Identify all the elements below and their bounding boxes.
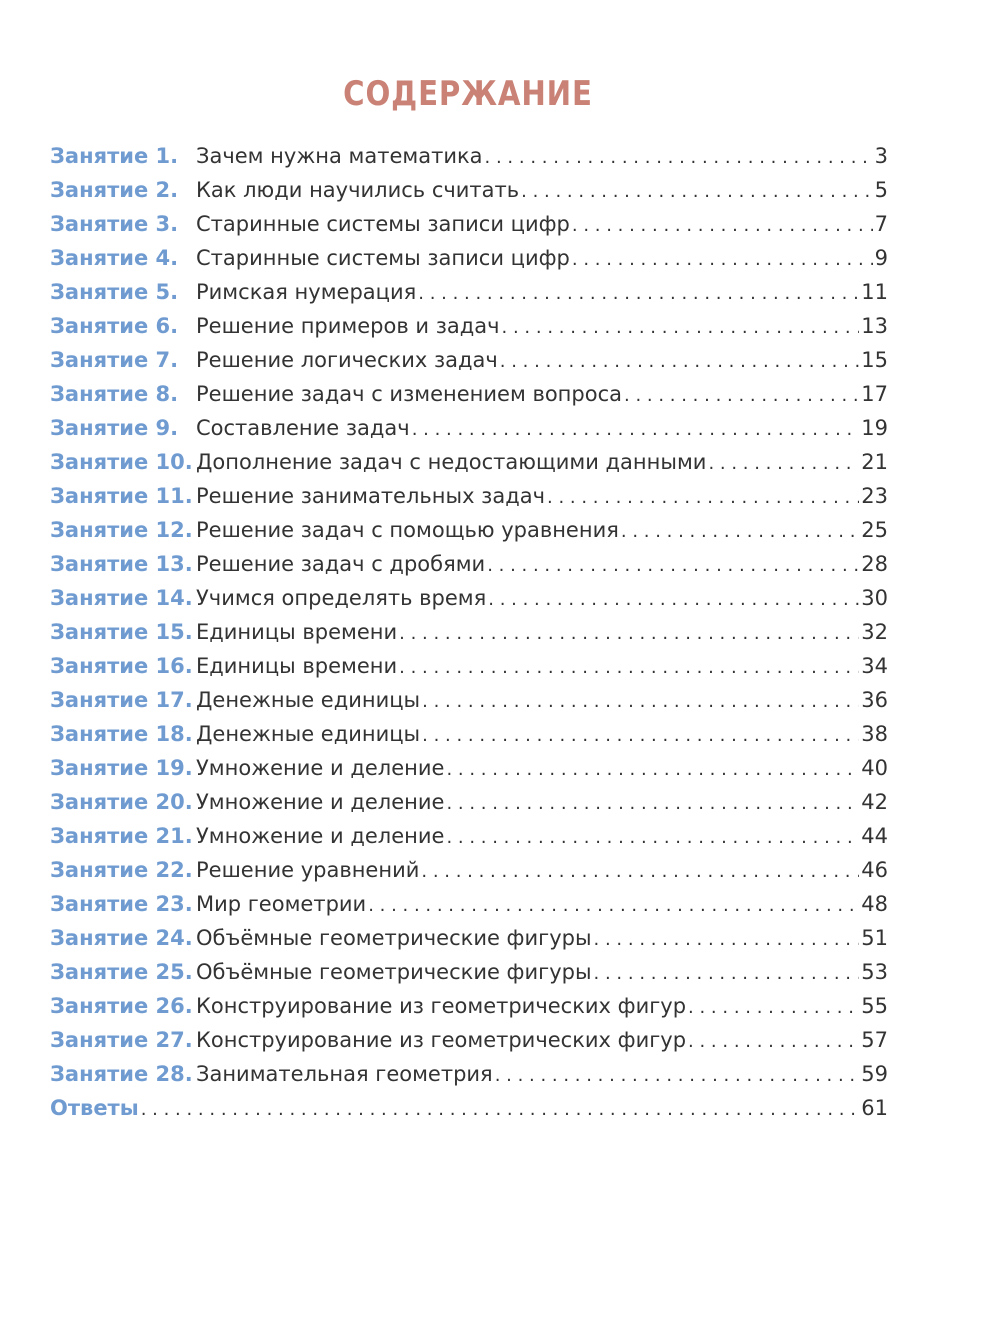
lesson-number: Занятие 27. (50, 1028, 193, 1052)
dot-leader (412, 413, 860, 447)
lesson-number: Занятие 11. (50, 484, 193, 508)
lesson-title: Решение задач с дробями (196, 552, 486, 576)
dot-leader (488, 583, 859, 617)
dot-leader (594, 923, 860, 957)
dot-leader (421, 855, 859, 889)
dot-leader (688, 991, 859, 1025)
page-number: 55 (861, 994, 888, 1018)
lesson-title: Решение задач с помощью уравнения (196, 518, 619, 542)
toc-entry[interactable] (50, 751, 888, 785)
lesson-number: Занятие 5. (50, 280, 179, 304)
page-number: 23 (861, 484, 888, 508)
dot-leader (399, 651, 859, 685)
dot-leader (418, 277, 859, 311)
page-number: 30 (861, 586, 888, 610)
dot-leader (500, 345, 859, 379)
lesson-title: Конструирование из геометрических фигур (196, 1028, 687, 1052)
lesson-number: Занятие 12. (50, 518, 193, 542)
page-number: 11 (861, 280, 888, 304)
page-number: 40 (861, 756, 888, 780)
lesson-title: Умножение и деление (196, 790, 445, 814)
toc-entry[interactable] (50, 1023, 888, 1057)
page-number: 53 (861, 960, 888, 984)
lesson-title: Умножение и деление (196, 824, 445, 848)
page-number: 9 (874, 246, 888, 270)
lesson-title: Объёмные геометрические фигуры (196, 926, 592, 950)
page-number: 57 (861, 1028, 888, 1052)
toc-entry-answers[interactable] (50, 1091, 888, 1125)
dot-leader (572, 243, 873, 277)
toc-entry[interactable] (50, 887, 888, 921)
lesson-title: Занимательная геометрия (196, 1062, 493, 1086)
dot-leader (399, 617, 859, 651)
lesson-title: Римская нумерация (196, 280, 417, 304)
dot-leader (446, 821, 859, 855)
page-number: 42 (861, 790, 888, 814)
lesson-title: Объёмные геометрические фигуры (196, 960, 592, 984)
lesson-number: Занятие 10. (50, 450, 193, 474)
lesson-title: Денежные единицы (196, 688, 421, 712)
dot-leader (547, 481, 859, 515)
toc-entry[interactable] (50, 513, 888, 547)
toc-entry[interactable] (50, 241, 888, 275)
page-number: 25 (861, 518, 888, 542)
lesson-title: Решение задач с изменением вопроса (196, 382, 623, 406)
lesson-number: Занятие 28. (50, 1062, 193, 1086)
lesson-number: Занятие 26. (50, 994, 193, 1018)
dot-leader (708, 447, 859, 481)
page-number: 44 (861, 824, 888, 848)
dot-leader (688, 1025, 859, 1059)
lesson-title: Решение уравнений (196, 858, 420, 882)
lesson-number: Занятие 4. (50, 246, 179, 270)
page-number: 48 (861, 892, 888, 916)
toc-entry[interactable] (50, 479, 888, 513)
lesson-number: Занятие 25. (50, 960, 193, 984)
lesson-title: Дополнение задач с недостающими данными (196, 450, 707, 474)
answers-page-number: 61 (861, 1096, 888, 1120)
answers-label: Ответы (50, 1096, 139, 1120)
lesson-number: Занятие 18. (50, 722, 193, 746)
toc-entry[interactable] (50, 581, 888, 615)
dot-leader (368, 889, 859, 923)
toc-entry[interactable] (50, 649, 888, 683)
toc-entry[interactable] (50, 989, 888, 1023)
page-title: СОДЕРЖАНИЕ (343, 74, 593, 114)
dot-leader (624, 379, 859, 413)
lesson-title: Как люди научились считать (196, 178, 520, 202)
toc-entry[interactable] (50, 547, 888, 581)
toc-entry[interactable] (50, 139, 888, 173)
page-number: 46 (861, 858, 888, 882)
lesson-title: Составление задач (196, 416, 410, 440)
page-number: 59 (861, 1062, 888, 1086)
dot-leader (422, 685, 859, 719)
lesson-number: Занятие 6. (50, 314, 179, 338)
dot-leader (485, 141, 873, 175)
page-number: 17 (861, 382, 888, 406)
page-number: 3 (874, 144, 888, 168)
lesson-title: Старинные системы записи цифр (196, 212, 570, 236)
dot-leader (446, 787, 859, 821)
lesson-number: Занятие 1. (50, 144, 179, 168)
lesson-title: Учимся определять время (196, 586, 487, 610)
toc-entry[interactable] (50, 615, 888, 649)
page-number: 19 (861, 416, 888, 440)
page-number: 51 (861, 926, 888, 950)
dot-leader (446, 753, 859, 787)
toc-entry[interactable] (50, 819, 888, 853)
dot-leader (487, 549, 859, 583)
lesson-number: Занятие 3. (50, 212, 179, 236)
dot-leader (495, 1059, 860, 1093)
lesson-title: Единицы времени (196, 654, 398, 678)
toc-entry[interactable] (50, 683, 888, 717)
lesson-title: Старинные системы записи цифр (196, 246, 570, 270)
toc-entry[interactable] (50, 275, 888, 309)
lesson-number: Занятие 21. (50, 824, 193, 848)
lesson-title: Денежные единицы (196, 722, 421, 746)
toc-entry[interactable] (50, 377, 888, 411)
lesson-title: Умножение и деление (196, 756, 445, 780)
dot-leader (422, 719, 859, 753)
lesson-number: Занятие 14. (50, 586, 193, 610)
page-number: 38 (861, 722, 888, 746)
toc-entry[interactable] (50, 955, 888, 989)
toc-entry[interactable] (50, 173, 888, 207)
lesson-number: Занятие 24. (50, 926, 193, 950)
toc-entries (50, 139, 888, 1091)
dot-leader (521, 175, 872, 209)
lesson-title: Решение примеров и задач (196, 314, 500, 338)
toc-entry[interactable] (50, 853, 888, 887)
toc-entry[interactable] (50, 207, 888, 241)
dot-leader (141, 1093, 860, 1127)
toc-entry[interactable] (50, 1057, 888, 1091)
lesson-number: Занятие 8. (50, 382, 179, 406)
lesson-number: Занятие 2. (50, 178, 179, 202)
toc-entry[interactable] (50, 921, 888, 955)
page-number: 13 (861, 314, 888, 338)
dot-leader (621, 515, 859, 549)
toc-entry[interactable] (50, 411, 888, 445)
lesson-number: Занятие 19. (50, 756, 193, 780)
toc-entry[interactable] (50, 343, 888, 377)
lesson-title: Решение логических задач (196, 348, 498, 372)
lesson-number: Занятие 9. (50, 416, 179, 440)
page-number: 7 (874, 212, 888, 236)
dot-leader (594, 957, 860, 991)
lesson-number: Занятие 16. (50, 654, 193, 678)
lesson-title: Конструирование из геометрических фигур (196, 994, 687, 1018)
toc-entry[interactable] (50, 445, 888, 479)
dot-leader (502, 311, 860, 345)
lesson-number: Занятие 13. (50, 552, 193, 576)
page-number: 36 (861, 688, 888, 712)
toc-entry[interactable] (50, 717, 888, 751)
lesson-title: Зачем нужна математика (196, 144, 483, 168)
lesson-title: Решение занимательных задач (196, 484, 546, 508)
lesson-number: Занятие 23. (50, 892, 193, 916)
page-number: 28 (861, 552, 888, 576)
page-number: 15 (861, 348, 888, 372)
page-number: 5 (874, 178, 888, 202)
lesson-number: Занятие 20. (50, 790, 193, 814)
page-number: 21 (861, 450, 888, 474)
lesson-title: Мир геометрии (196, 892, 367, 916)
lesson-title: Единицы времени (196, 620, 398, 644)
lesson-number: Занятие 7. (50, 348, 179, 372)
lesson-number: Занятие 15. (50, 620, 193, 644)
dot-leader (572, 209, 873, 243)
table-of-contents (50, 139, 888, 1125)
toc-entry[interactable] (50, 785, 888, 819)
page-number: 34 (861, 654, 888, 678)
lesson-number: Занятие 17. (50, 688, 193, 712)
lesson-number: Занятие 22. (50, 858, 193, 882)
page-number: 32 (861, 620, 888, 644)
toc-entry[interactable] (50, 309, 888, 343)
